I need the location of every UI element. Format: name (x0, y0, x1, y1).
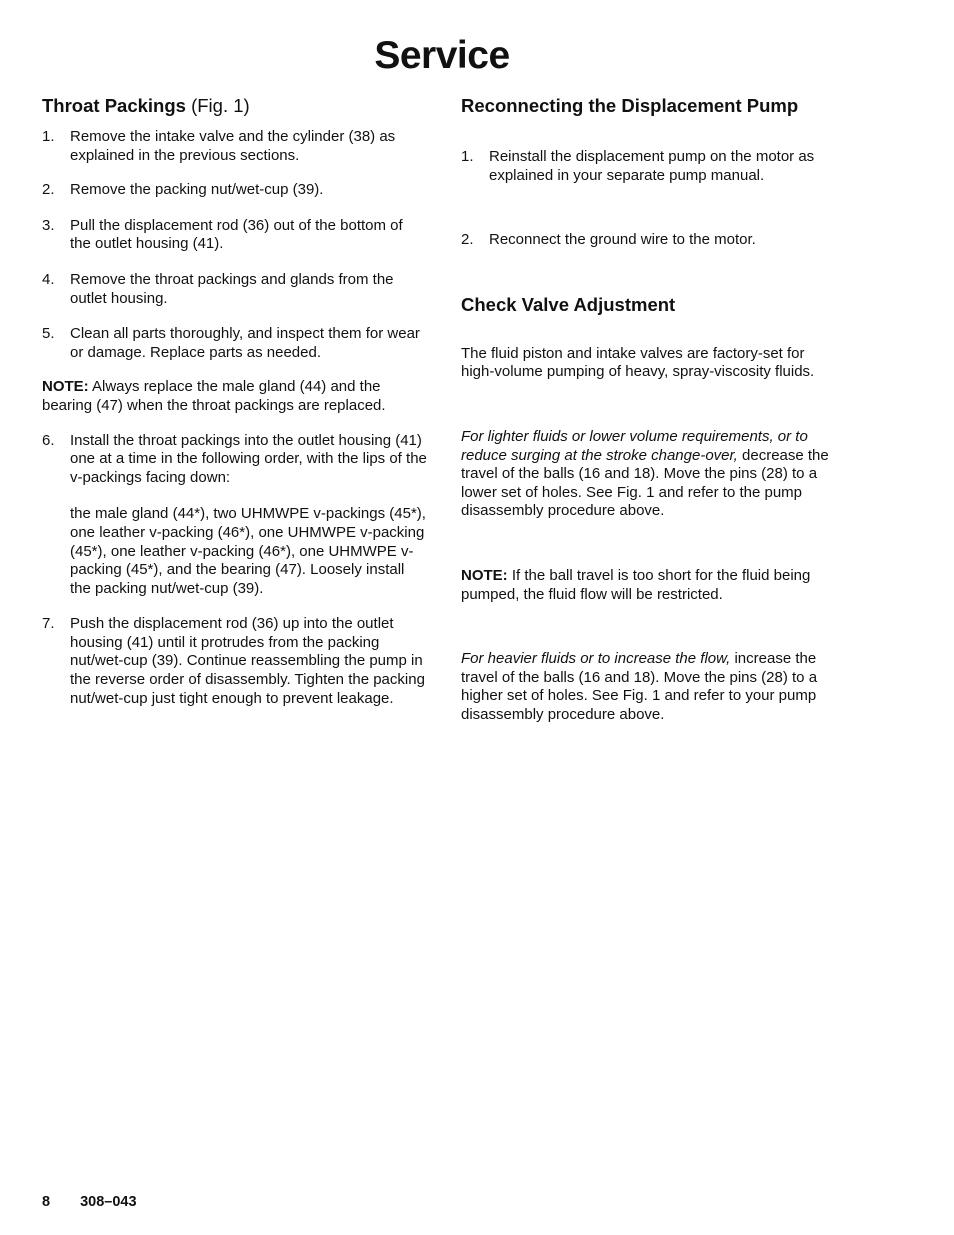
step-6 (42, 432, 427, 488)
step-number: 2. (42, 181, 55, 199)
step-number: 7. (42, 615, 55, 633)
reconnecting-heading: Reconnecting the Displacement Pump (461, 95, 799, 116)
step-2 (42, 181, 427, 200)
note-label: NOTE: (461, 566, 508, 584)
step-3 (42, 217, 427, 254)
step-5 (42, 325, 427, 362)
check-valve-heading: Check Valve Adjustment (461, 293, 676, 315)
note-text: If the ball travel is too short for the fluid being pumped, the fluid flow will be restricted. (461, 566, 811, 603)
document-number: 308–043 (80, 1194, 137, 1210)
check-valve-note (461, 567, 841, 604)
check-valve-intro: The fluid piston and intake valves are factory-set for high-volume pumping of heavy, spray-viscosity fluids. (461, 344, 815, 381)
step-number: 5. (42, 325, 55, 343)
step-4 (42, 271, 427, 308)
step-text: Remove the packing nut/wet-cup (39). (70, 181, 324, 199)
note-label: NOTE: (42, 378, 89, 396)
step-text: Reconnect the ground wire to the motor. (489, 231, 756, 249)
step-text: Clean all parts thoroughly, and inspect them for wear or damage. Replace parts as needed. (70, 325, 420, 361)
step-number: 6. (42, 431, 55, 449)
lighter-fluids-instruction: decrease the travel of the balls (16 and 18). Move the pins (28) to a lower set of holes. See Fig. 1 and refer to the pump disassembly procedure above. (461, 446, 829, 520)
heavier-fluids-paragraph (461, 650, 841, 724)
reconnect-step-2 (461, 231, 841, 250)
throat-packings-heading (42, 94, 427, 118)
step-text: Pull the displacement rod (36) out of the bottom of the outlet housing (41). (70, 216, 403, 253)
page-number: 8 (42, 1194, 51, 1210)
step-number: 4. (42, 270, 55, 288)
throat-packings-fig-ref: (Fig. 1) (191, 95, 250, 116)
step-7 (42, 615, 427, 708)
step-text: Reinstall the displacement pump on the motor as explained in your separate pump manual. (489, 148, 815, 184)
step-text: Install the throat packings into the outlet housing (41) one at a time in the following order, with the lips of the v-packings facing down: (70, 431, 427, 486)
heavier-fluids-condition: For heavier fluids or to increase the flow, (461, 650, 731, 668)
step-number: 1. (42, 128, 55, 145)
step-text: Push the displacement rod (36) up into the outlet housing (41) until it protrudes from the packing nut/wet-cup (39). Continue reassembling the pump in the reverse order of disassembly. Tighten the packing nut/wet-cup just tight enough to prevent leakage. (70, 615, 425, 707)
step-number: 1. (461, 148, 474, 165)
reconnect-step-1 (461, 148, 841, 185)
heavier-fluids-instruction: increase the travel of the balls (16 and 18). Move the pins (28) to a higher set of holes. See Fig. 1 and refer to your pump disassembly procedure above. (461, 650, 818, 723)
throat-packings-heading-text: Throat Packings (42, 95, 186, 116)
throat-packings-section (42, 94, 427, 708)
note-text: Always replace the male gland (44) and the bearing (47) when the throat packings are replaced. (42, 378, 386, 414)
page-title: Service (374, 34, 510, 77)
throat-packings-note (42, 378, 427, 415)
step-6-packing-order: the male gland (44*), two UHMWPE v-packings (45*), one leather v-packing (46*), one UHMWPE v-packing (45*), one leather v-packing (46*), one UHMWPE v-packing (45*), and the bearing (47). Loosely install the packing nut/wet-cup (39). (70, 505, 426, 597)
step-1 (42, 128, 427, 165)
step-number: 3. (42, 216, 55, 234)
step-number: 2. (461, 231, 474, 249)
step-text: Remove the throat packings and glands from the outlet housing. (70, 270, 394, 307)
lighter-fluids-paragraph (461, 428, 841, 521)
right-column (461, 94, 841, 725)
page-footer (42, 1194, 137, 1210)
step-text: Remove the intake valve and the cylinder (38) as explained in the previous sections. (70, 128, 396, 164)
lighter-fluids-condition: For lighter fluids or lower volume requirements, or to reduce surging at the stroke change-over, (461, 427, 808, 464)
